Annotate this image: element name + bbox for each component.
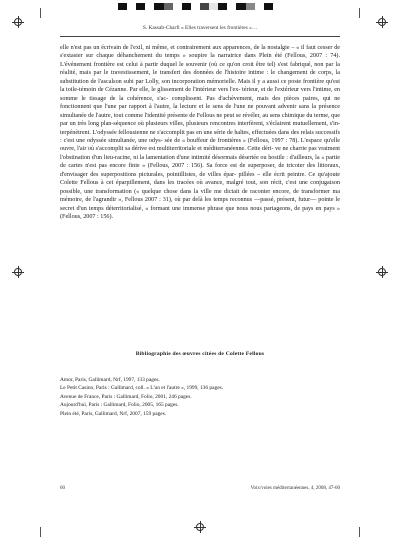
body-line: se révéler, au sens chimique du terme, que par un très long plan-séquence où: [60, 112, 340, 128]
body-line: pays en pays » (Fellous, 2007 : 156).: [60, 205, 340, 221]
body-line: littoraux, d'envisager des superpositions picturales, pointillistes, de villes épar-: [60, 163, 340, 178]
body-line: encore finie » (Fellous, 2007 : 156). Sa force est de superposer, de tricoter des: [109, 163, 316, 170]
color-swatch: [145, 3, 154, 10]
color-swatch: [164, 3, 173, 10]
color-swatch: [255, 3, 264, 10]
color-swatch: [136, 3, 145, 10]
body-line: par rapport à l'autre, la lecture et le sens de l'une ne pouvant advenir sans la: [118, 104, 317, 111]
registration-target-icon: [12, 266, 24, 278]
bibliography-entry: Le Petit Casino, Paris : Gallimard, coll. « L'un et l'autre », 1999, 136 pages.: [60, 385, 224, 392]
color-swatch: [182, 3, 191, 10]
body-line: elle n'est pas un écrivain de l'exil, ni même, et contrairement aux apparences,: [60, 45, 252, 51]
running-header: S. Kassab-Charfi « Elles traversent les frontières »…: [142, 25, 258, 31]
body-line: de l'histoire intime : le changement de corps, la substitution de l'ascalson subi: [60, 70, 340, 85]
body-line: de la nostalgie – « il faut cesser de s'extasier sur chaque déhanchement du: [60, 45, 340, 60]
color-swatch: [227, 3, 236, 10]
body-line: l'air où s'accomplit sa dérive est multiterritoriale et méditerranéenne. Cette déri-: [77, 146, 274, 153]
registration-target-icon: [376, 16, 388, 28]
registration-target-icon: [376, 266, 388, 278]
color-swatch: [246, 3, 255, 10]
body-line: temps » soupire la narratrice dans Plein été (Fellous, 2007 : 74). L'événement: [60, 53, 340, 68]
body-line: complissent. Pas d'achèvement, mais des pièces paires, qui ne fonctionnent que l'une: [60, 95, 340, 111]
body-line: déterritorialisé, « formant une immense phrase que nous nous partageons, de: [105, 205, 301, 212]
body-line: qu'est la toile-témoin de Cézanne. Par elle, le glissement de l'intérieur vers l'ex-: [60, 78, 340, 94]
color-swatch: [173, 3, 182, 10]
body-paragraph: [60, 44, 340, 222]
body-line: terpénètrent. L'odyssée fellousienne ne s'accomplit pas en une série de haltes,: [60, 129, 251, 136]
color-swatch: [273, 3, 282, 10]
registration-target-icon: [194, 521, 206, 533]
body-line: présence simultanée de l'autre, tout comme l'identité présente de Fellous ne peut: [60, 104, 340, 119]
body-line: intimité désormais désertée ou hostile : d'ailleurs, la « partie de cartes n'est pas: [60, 154, 340, 170]
color-swatch: [218, 3, 227, 10]
page-number: 60: [60, 486, 65, 491]
bibliography-entry: Amor, Paris, Gallimard, Nrf, 1997, 133 pages.: [60, 377, 160, 383]
crop-mark: [359, 8, 360, 18]
bibliography-heading: Bibliographie des œuvres citées de Colette Fellous: [135, 351, 265, 357]
bibliography-entry: Avenue de France, Paris : Gallimard, Folio, 2001, 246 pages.: [60, 393, 192, 400]
body-line: transformation (« quelque chose dans la ville me dictait de raconter encore, de: [95, 188, 299, 195]
color-swatch: [191, 3, 200, 10]
body-line: pillées – elle écrit peintre. Ce qu'ajoute Colette Fellous à cet éparpillement, dans: [60, 171, 340, 187]
color-swatch: [236, 3, 245, 10]
registration-color-bar: [118, 3, 282, 10]
color-swatch: [200, 3, 209, 10]
crop-mark: [359, 527, 360, 537]
bibliography-entry: Plein été, Paris, Gallimard, Nrf, 2007, 159 pages.: [60, 410, 167, 417]
body-line: térieur, et de l'extérieur vers l'intime, en somme le tissage de la cohérence, s'ac-: [60, 87, 341, 102]
crop-mark: [40, 8, 41, 18]
header-rule: [60, 36, 340, 37]
bibliography-entry: Aujourd'hui, Paris : Gallimard, Folio, 2005, 165 pages.: [60, 402, 179, 409]
body-line: les tracées où avance, malgré tout, son récit, c'est une conjugaison possible, une: [60, 180, 340, 195]
body-line: transformer ma mémoire, de l'agrandir », Fellous 2007 : 31), où par delà les: [60, 188, 340, 204]
body-line: par Lolly, son incorporation mémorielle. Mais il y a aussi ce poste frontière: [135, 78, 325, 85]
registration-target-icon: [12, 16, 24, 28]
color-swatch: [118, 3, 127, 10]
body-line: plusieurs villes, plusieurs rencontres interfèrent, s'éclairent mutuellement, s'in-: [145, 121, 340, 128]
body-line: sée de « bouffeur de frontières » (Fellous, 1997 : 78). L'espace qu'elle ouvre,: [60, 137, 340, 153]
body-line: temps reconnus —passé, présent, futur— pointe le secret d'un temps: [60, 197, 340, 212]
color-swatch: [154, 3, 163, 10]
color-swatch: [127, 3, 136, 10]
crop-mark: [40, 527, 41, 537]
bibliography-list: [60, 376, 340, 418]
color-swatch: [264, 3, 273, 10]
journal-citation: Voix/voies méditerranéennes, 4, 2008, 47-60: [250, 486, 340, 491]
body-line: effectuées dans des relais successifs : c'est une odyssée simultanée, une odys-: [60, 129, 340, 144]
body-line: ve ne charrie pas vraiment l'obstination d'un lieu-racine, ni la lamentation d'une: [60, 146, 340, 161]
color-swatch: [209, 3, 218, 10]
body-line: frontière est celui à partir duquel le souvenir (où ce qu'on croit être tel) s'est: [93, 61, 288, 68]
body-line: fabriqué, non par la réalité, mais par le travestissement, le transfert des données: [60, 61, 340, 77]
